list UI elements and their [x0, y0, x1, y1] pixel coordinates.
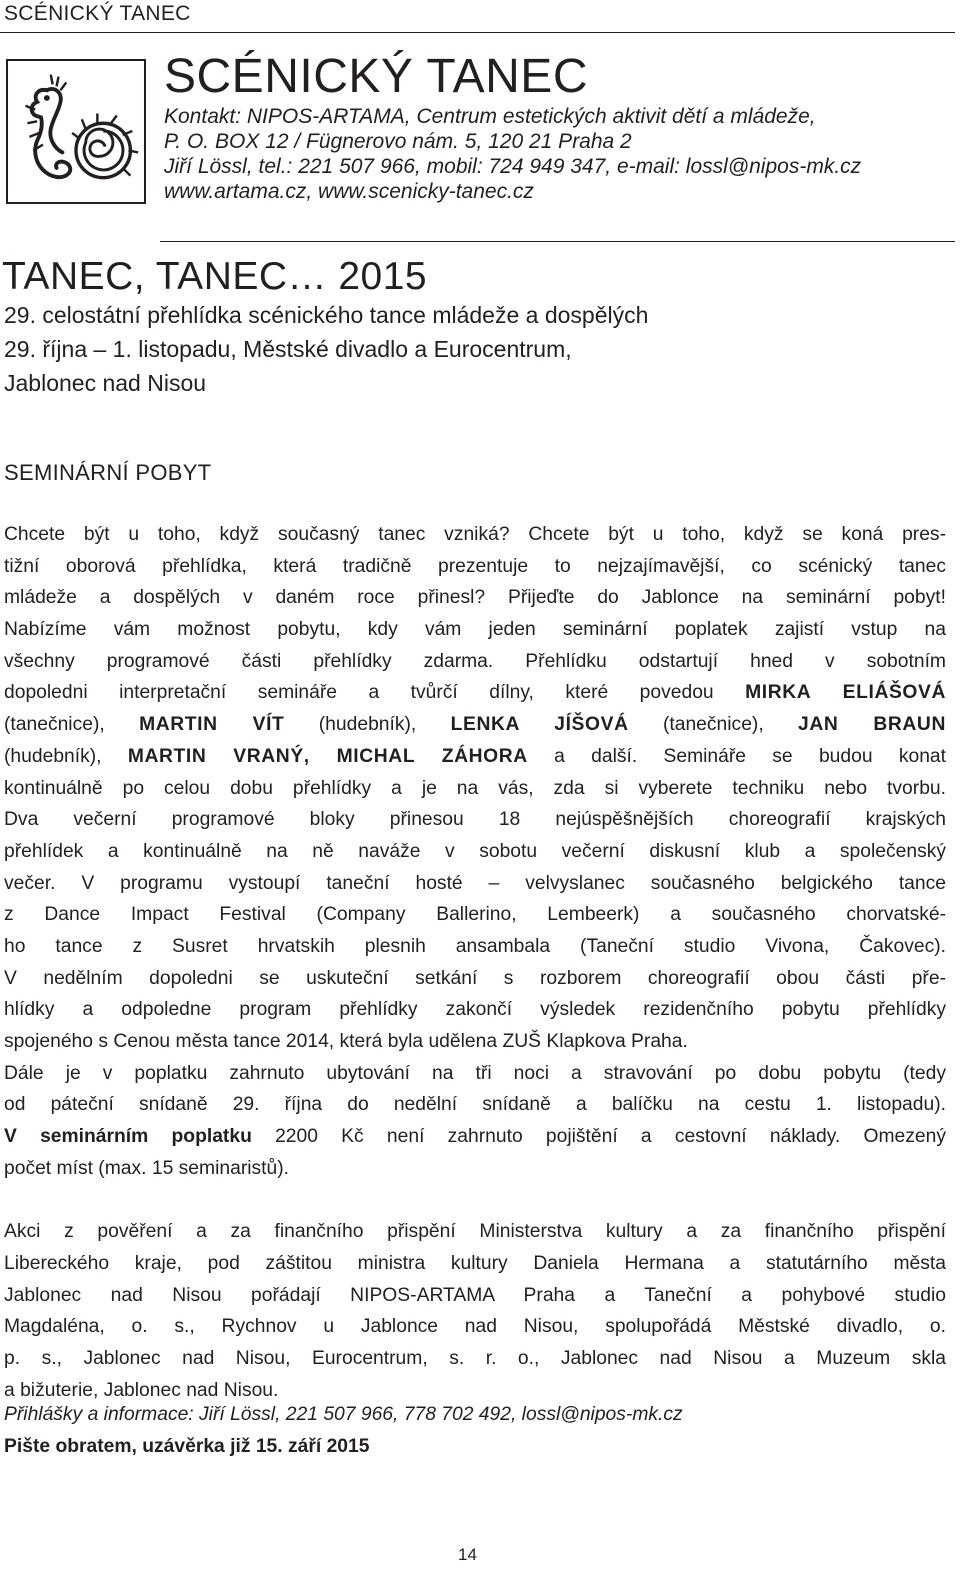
contact-block	[164, 104, 954, 204]
page-title: SCÉNICKÝ TANEC	[164, 50, 588, 103]
sponsor-line: Libereckého kraje, pod záštitou ministra kultury Daniela Hermana a statutárního města	[4, 1252, 946, 1274]
section-rule	[160, 241, 955, 242]
section-heading: SEMINÁRNÍ POBYT	[4, 460, 212, 485]
body-text-run: 2200 Kč není zahrnuto pojištění a cestovní náklady. Omezený	[275, 1126, 946, 1148]
sponsor-line: Jablonec nad Nisou pořádají NIPOS-ARTAMA Praha a Taneční a pohybové studio	[4, 1284, 946, 1306]
body-line: všechny programové části přehlídky zdarma. Přehlídku odstartují hned v sobotním	[4, 650, 946, 672]
person-name: MARTIN VÍT	[139, 714, 285, 736]
contact-line: www.artama.cz, www.scenicky-tanec.cz	[164, 180, 534, 203]
body-text-run: (hudebník),	[318, 714, 417, 736]
sponsor-line: p. s., Jablonec nad Nisou, Eurocentrum, s. r. o., Jablonec nad Nisou a Muzeum skla	[4, 1347, 946, 1369]
event-title: TANEC, TANEC… 2015	[2, 255, 428, 298]
header-rule	[0, 32, 955, 33]
event-subtitle	[4, 298, 954, 400]
person-name: MARTIN VRANÝ, MICHAL ZÁHORA	[127, 745, 528, 767]
body-line: Nabízíme vám možnost pobytu, kdy vám jeden seminární poplatek zajistí vstup na	[4, 619, 946, 641]
spacer	[4, 1184, 946, 1216]
body-line: z Dance Impact Festival (Company Ballerino, Lembeerk) a současného chorvatské-	[4, 904, 946, 926]
body-line: večer. V programu vystoupí taneční hosté – velvyslanec současného belgického tance	[4, 872, 946, 894]
contact-line: Jiří Lössl, tel.: 221 507 966, mobil: 724 949 347, e-mail: lossl@nipos-mk.cz	[164, 155, 862, 178]
running-header: SCÉNICKÝ TANEC	[4, 2, 191, 25]
person-name: LENKA JÍŠOVÁ	[450, 714, 629, 736]
body-paragraph	[4, 519, 946, 1406]
body-line: Dále je v poplatku zahrnuto ubytování na tři noci a stravování po dobu pobytu (tedy	[4, 1062, 946, 1084]
contact-line: P. O. BOX 12 / Fügnerovo nám. 5, 120 21 Praha 2	[164, 130, 632, 153]
body-line: Chcete být u toho, když současný tanec vzniká? Chcete být u toho, když se koná pres-	[4, 524, 946, 545]
deadline-notice: Pište obratem, uzávěrka již 15. září 2015	[4, 1436, 370, 1457]
sponsor-line: a bižuterie, Jablonec nad Nisou.	[4, 1379, 279, 1401]
body-text-run: (hudebník),	[4, 745, 102, 767]
event-line: Jablonec nad Nisou	[4, 370, 207, 396]
body-line	[4, 709, 946, 741]
sponsor-line: Akci z pověření a za finančního přispění Ministerstva kultury a za finančního přispění	[4, 1221, 946, 1243]
body-line	[4, 741, 946, 773]
body-line: ho tance z Susret hrvatskih plesnih ansambala (Taneční studio Vivona, Čakovec).	[4, 935, 946, 957]
fee-label: V seminárním poplatku	[4, 1126, 252, 1148]
page-number: 14	[458, 1545, 477, 1564]
body-text-run: (tanečnice),	[662, 714, 764, 736]
person-name: JAN BRAUN	[798, 714, 946, 736]
body-line: mládeže a dospělých v daném roce přinesl? Přijeďte do Jablonce na seminární pobyt!	[4, 587, 946, 609]
body-line: od páteční snídaně 29. října do nedělní snídaně a balíčku na cestu 1. listopadu).	[4, 1094, 946, 1116]
body-line: Dva večerní programové bloky přinesou 18 nejúspěšnějších choreografií krajských	[4, 809, 946, 831]
body-text-run: (tanečnice),	[4, 714, 105, 736]
body-line: přehlídek a kontinuálně na ně naváže v sobotu večerní diskusní klub a společenský	[4, 840, 946, 862]
seahorse-shell-logo	[6, 59, 146, 204]
body-text-run: dopoledni interpretační semináře a tvůrčí dílny, které povedou	[4, 682, 714, 704]
contact-line: Kontakt: NIPOS-ARTAMA, Centrum estetických aktivit dětí a mládeže,	[164, 105, 816, 128]
body-line	[4, 677, 946, 709]
body-line: hlídky a odpoledne program přehlídky zakončí výsledek rezidenčního pobytu přehlídky	[4, 999, 946, 1021]
sponsor-line: Magdaléna, o. s., Rychnov u Jablonce nad Nisou, spolupořádá Městské divadlo, o.	[4, 1316, 946, 1338]
event-line: 29. října – 1. listopadu, Městské divadlo a Eurocentrum,	[4, 336, 572, 362]
event-line: 29. celostátní přehlídka scénického tance mládeže a dospělých	[4, 302, 649, 328]
body-text-run: a další. Semináře se budou konat	[554, 745, 947, 767]
body-line: tižní oborová přehlídka, která tradičně prezentuje to nejzajímavější, co scénický tanec	[4, 555, 946, 577]
applications-info: Přihlášky a informace: Jiří Lössl, 221 507 966, 778 702 492, lossl@nipos-mk.cz	[4, 1404, 683, 1425]
body-line: V nedělním dopoledni se uskuteční setkání s rozborem choreografií obou části pře-	[4, 967, 946, 989]
body-line: počet míst (max. 15 seminaristů).	[4, 1157, 290, 1179]
seahorse-icon	[8, 61, 144, 202]
body-line: spojeného s Cenou města tance 2014, která byla udělena ZUŠ Klapkova Praha.	[4, 1031, 688, 1052]
person-name: MIRKA ELIÁŠOVÁ	[745, 682, 947, 704]
body-line	[4, 1121, 946, 1153]
body-line: kontinuálně po celou dobu přehlídky a je na vás, zda si vyberete techniku nebo tvorbu.	[4, 777, 946, 799]
